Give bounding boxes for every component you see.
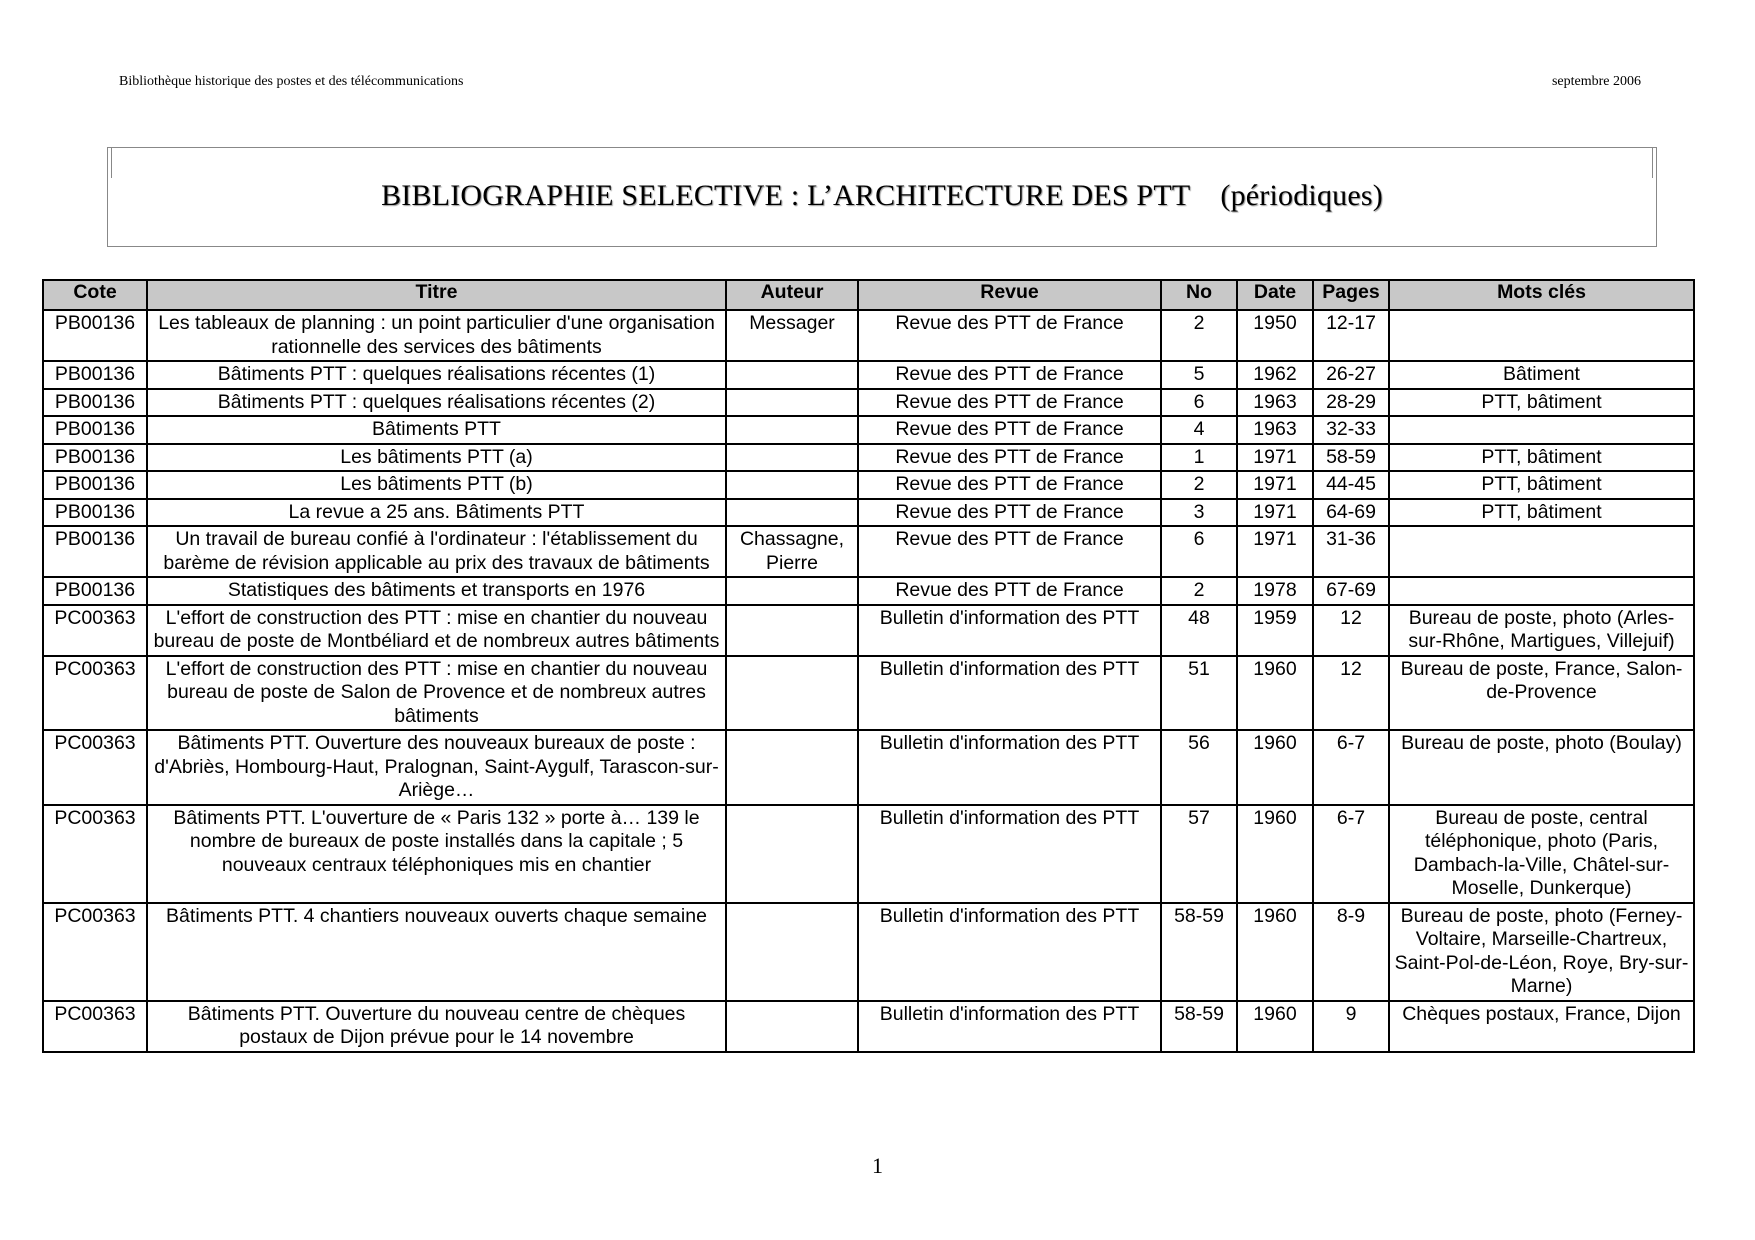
table-body bbox=[43, 310, 1694, 1052]
table-row bbox=[43, 361, 1694, 389]
cell-date: 1960 bbox=[1237, 1001, 1313, 1052]
title-main: BIBLIOGRAPHIE SELECTIVE : L’ARCHITECTURE DES PTT bbox=[381, 179, 1191, 212]
cell-no: 2 bbox=[1161, 577, 1237, 605]
cell-auteur bbox=[726, 416, 858, 444]
cell-pages: 8-9 bbox=[1313, 903, 1389, 1001]
table-row bbox=[43, 605, 1694, 656]
cell-auteur bbox=[726, 361, 858, 389]
cell-titre: Bâtiments PTT. L'ouverture de « Paris 132 » porte à… 139 le nombre de bureaux de poste installés dans la capitale ; 5 nouveaux centraux téléphoniques mis en chantier bbox=[147, 805, 726, 903]
cell-pages: 44-45 bbox=[1313, 471, 1389, 499]
cell-no: 2 bbox=[1161, 471, 1237, 499]
cell-revue: Bulletin d'information des PTT bbox=[858, 903, 1161, 1001]
cell-date: 1978 bbox=[1237, 577, 1313, 605]
cell-date: 1971 bbox=[1237, 526, 1313, 577]
cell-date: 1962 bbox=[1237, 361, 1313, 389]
cell-mots-cles: Bureau de poste, France, Salon-de-Provence bbox=[1389, 656, 1694, 731]
document-title bbox=[108, 179, 1656, 213]
cell-no: 57 bbox=[1161, 805, 1237, 903]
cell-date: 1963 bbox=[1237, 389, 1313, 417]
table-row bbox=[43, 577, 1694, 605]
cell-no: 58-59 bbox=[1161, 1001, 1237, 1052]
cell-titre: Les bâtiments PTT (a) bbox=[147, 444, 726, 472]
cell-auteur bbox=[726, 605, 858, 656]
cell-titre: Bâtiments PTT. 4 chantiers nouveaux ouverts chaque semaine bbox=[147, 903, 726, 1001]
cell-titre: L'effort de construction des PTT : mise en chantier du nouveau bureau de poste de Montbéliard et de nombreux autres bâtiments bbox=[147, 605, 726, 656]
cell-no: 58-59 bbox=[1161, 903, 1237, 1001]
table-row bbox=[43, 526, 1694, 577]
cell-no: 6 bbox=[1161, 389, 1237, 417]
cell-cote: PC00363 bbox=[43, 656, 147, 731]
cell-mots-cles bbox=[1389, 526, 1694, 577]
cell-date: 1959 bbox=[1237, 605, 1313, 656]
cell-mots-cles: Bâtiment bbox=[1389, 361, 1694, 389]
cell-date: 1971 bbox=[1237, 444, 1313, 472]
cell-titre: Bâtiments PTT. Ouverture des nouveaux bureaux de poste : d'Abriès, Hombourg-Haut, Pralognan, Saint-Aygulf, Tarascon-sur-Ariège… bbox=[147, 730, 726, 805]
cell-date: 1960 bbox=[1237, 805, 1313, 903]
table-row bbox=[43, 444, 1694, 472]
cell-revue: Bulletin d'information des PTT bbox=[858, 805, 1161, 903]
cell-date: 1971 bbox=[1237, 471, 1313, 499]
cell-revue: Bulletin d'information des PTT bbox=[858, 1001, 1161, 1052]
column-header-revue: Revue bbox=[858, 280, 1161, 310]
cell-date: 1950 bbox=[1237, 310, 1313, 361]
cell-no: 4 bbox=[1161, 416, 1237, 444]
cell-pages: 26-27 bbox=[1313, 361, 1389, 389]
cell-titre: Bâtiments PTT : quelques réalisations récentes (2) bbox=[147, 389, 726, 417]
cell-mots-cles: Bureau de poste, photo (Arles-sur-Rhône, Martigues, Villejuif) bbox=[1389, 605, 1694, 656]
cell-date: 1960 bbox=[1237, 730, 1313, 805]
cell-pages: 9 bbox=[1313, 1001, 1389, 1052]
cell-revue: Revue des PTT de France bbox=[858, 361, 1161, 389]
cell-revue: Revue des PTT de France bbox=[858, 471, 1161, 499]
cell-cote: PC00363 bbox=[43, 1001, 147, 1052]
cell-pages: 31-36 bbox=[1313, 526, 1389, 577]
column-header-date: Date bbox=[1237, 280, 1313, 310]
cell-cote: PB00136 bbox=[43, 389, 147, 417]
bibliography-table bbox=[42, 279, 1695, 1053]
cell-no: 51 bbox=[1161, 656, 1237, 731]
column-header-cote: Cote bbox=[43, 280, 147, 310]
cell-revue: Bulletin d'information des PTT bbox=[858, 605, 1161, 656]
cell-auteur bbox=[726, 903, 858, 1001]
cell-titre: Un travail de bureau confié à l'ordinateur : l'établissement du barème de révision applicable au prix des travaux de bâtiments bbox=[147, 526, 726, 577]
cell-cote: PC00363 bbox=[43, 605, 147, 656]
cell-pages: 58-59 bbox=[1313, 444, 1389, 472]
page-number: 1 bbox=[872, 1153, 883, 1178]
cell-revue: Revue des PTT de France bbox=[858, 310, 1161, 361]
cell-pages: 12 bbox=[1313, 605, 1389, 656]
cell-pages: 64-69 bbox=[1313, 499, 1389, 527]
cell-auteur bbox=[726, 730, 858, 805]
cell-pages: 12 bbox=[1313, 656, 1389, 731]
title-subtitle: (périodiques) bbox=[1220, 179, 1383, 212]
cell-revue: Revue des PTT de France bbox=[858, 526, 1161, 577]
cell-no: 2 bbox=[1161, 310, 1237, 361]
cell-mots-cles: PTT, bâtiment bbox=[1389, 471, 1694, 499]
cell-pages: 6-7 bbox=[1313, 805, 1389, 903]
cell-auteur bbox=[726, 444, 858, 472]
cell-mots-cles: PTT, bâtiment bbox=[1389, 389, 1694, 417]
cell-auteur bbox=[726, 471, 858, 499]
cell-mots-cles bbox=[1389, 577, 1694, 605]
table-row bbox=[43, 499, 1694, 527]
cell-auteur bbox=[726, 656, 858, 731]
cell-pages: 32-33 bbox=[1313, 416, 1389, 444]
cell-no: 6 bbox=[1161, 526, 1237, 577]
cell-titre: Bâtiments PTT. Ouverture du nouveau centre de chèques postaux de Dijon prévue pour le 14 novembre bbox=[147, 1001, 726, 1052]
cell-cote: PB00136 bbox=[43, 361, 147, 389]
cell-cote: PB00136 bbox=[43, 444, 147, 472]
cell-mots-cles: PTT, bâtiment bbox=[1389, 499, 1694, 527]
table-row bbox=[43, 471, 1694, 499]
cell-no: 5 bbox=[1161, 361, 1237, 389]
cell-mots-cles: Chèques postaux, France, Dijon bbox=[1389, 1001, 1694, 1052]
cell-revue: Revue des PTT de France bbox=[858, 499, 1161, 527]
cell-cote: PB00136 bbox=[43, 416, 147, 444]
title-box bbox=[107, 147, 1657, 247]
cell-pages: 12-17 bbox=[1313, 310, 1389, 361]
cell-mots-cles: Bureau de poste, photo (Ferney-Voltaire, Marseille-Chartreux, Saint-Pol-de-Léon, Roye, Bry-sur-Marne) bbox=[1389, 903, 1694, 1001]
cell-mots-cles: Bureau de poste, central téléphonique, photo (Paris, Dambach-la-Ville, Châtel-sur-Moselle, Dunkerque) bbox=[1389, 805, 1694, 903]
cell-no: 48 bbox=[1161, 605, 1237, 656]
cell-pages: 6-7 bbox=[1313, 730, 1389, 805]
table-row bbox=[43, 805, 1694, 903]
cell-date: 1960 bbox=[1237, 656, 1313, 731]
cell-mots-cles bbox=[1389, 310, 1694, 361]
column-header-no: No bbox=[1161, 280, 1237, 310]
cell-auteur bbox=[726, 805, 858, 903]
cell-cote: PB00136 bbox=[43, 499, 147, 527]
cell-cote: PB00136 bbox=[43, 471, 147, 499]
cell-mots-cles: Bureau de poste, photo (Boulay) bbox=[1389, 730, 1694, 805]
header-institution: Bibliothèque historique des postes et des télécommunications bbox=[119, 74, 464, 89]
table-row bbox=[43, 389, 1694, 417]
column-header-titre: Titre bbox=[147, 280, 726, 310]
cell-auteur bbox=[726, 1001, 858, 1052]
table-row bbox=[43, 416, 1694, 444]
cell-titre: La revue a 25 ans. Bâtiments PTT bbox=[147, 499, 726, 527]
column-header-pages: Pages bbox=[1313, 280, 1389, 310]
cell-cote: PB00136 bbox=[43, 310, 147, 361]
cell-cote: PC00363 bbox=[43, 903, 147, 1001]
cell-titre: Bâtiments PTT : quelques réalisations récentes (1) bbox=[147, 361, 726, 389]
cell-no: 1 bbox=[1161, 444, 1237, 472]
table-row bbox=[43, 656, 1694, 731]
cell-titre: Les bâtiments PTT (b) bbox=[147, 471, 726, 499]
cell-no: 56 bbox=[1161, 730, 1237, 805]
cell-revue: Revue des PTT de France bbox=[858, 416, 1161, 444]
cell-mots-cles bbox=[1389, 416, 1694, 444]
table-row bbox=[43, 1001, 1694, 1052]
cell-auteur: Messager bbox=[726, 310, 858, 361]
table-header-row bbox=[43, 280, 1694, 310]
cell-date: 1971 bbox=[1237, 499, 1313, 527]
cell-titre: L'effort de construction des PTT : mise en chantier du nouveau bureau de poste de Salon de Provence et de nombreux autres bâtiments bbox=[147, 656, 726, 731]
table-row bbox=[43, 730, 1694, 805]
table-row bbox=[43, 903, 1694, 1001]
cell-auteur bbox=[726, 499, 858, 527]
cell-revue: Revue des PTT de France bbox=[858, 577, 1161, 605]
cell-mots-cles: PTT, bâtiment bbox=[1389, 444, 1694, 472]
table-row bbox=[43, 310, 1694, 361]
cell-date: 1963 bbox=[1237, 416, 1313, 444]
cell-auteur bbox=[726, 389, 858, 417]
cell-cote: PC00363 bbox=[43, 805, 147, 903]
cell-revue: Revue des PTT de France bbox=[858, 389, 1161, 417]
header-date: septembre 2006 bbox=[1551, 74, 1641, 89]
cell-auteur bbox=[726, 577, 858, 605]
cell-cote: PC00363 bbox=[43, 730, 147, 805]
cell-cote: PB00136 bbox=[43, 577, 147, 605]
cell-no: 3 bbox=[1161, 499, 1237, 527]
cell-titre: Statistiques des bâtiments et transports en 1976 bbox=[147, 577, 726, 605]
cell-date: 1960 bbox=[1237, 903, 1313, 1001]
cell-revue: Bulletin d'information des PTT bbox=[858, 730, 1161, 805]
cell-revue: Revue des PTT de France bbox=[858, 444, 1161, 472]
cell-cote: PB00136 bbox=[43, 526, 147, 577]
cell-revue: Bulletin d'information des PTT bbox=[858, 656, 1161, 731]
cell-titre: Les tableaux de planning : un point particulier d'une organisation rationnelle des services des bâtiments bbox=[147, 310, 726, 361]
column-header-auteur: Auteur bbox=[726, 280, 858, 310]
column-header-mots-cles: Mots clés bbox=[1389, 280, 1694, 310]
cell-pages: 28-29 bbox=[1313, 389, 1389, 417]
cell-pages: 67-69 bbox=[1313, 577, 1389, 605]
cell-auteur: Chassagne, Pierre bbox=[726, 526, 858, 577]
cell-titre: Bâtiments PTT bbox=[147, 416, 726, 444]
